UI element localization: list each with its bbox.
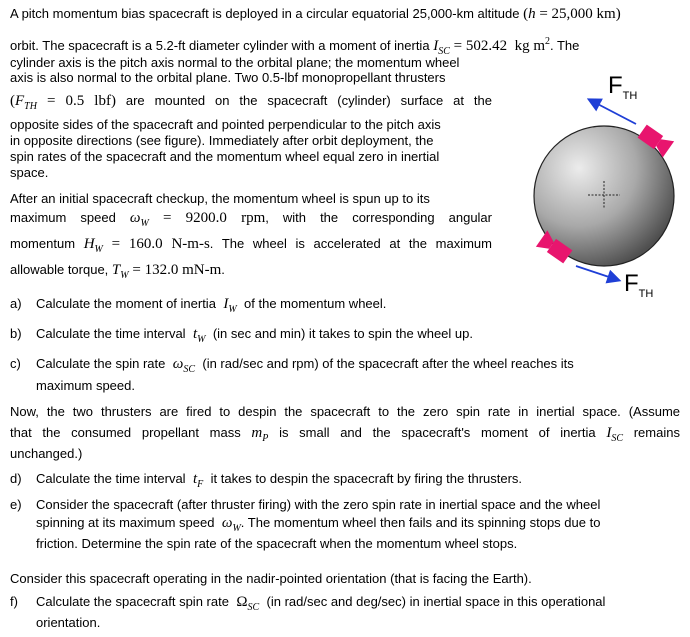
question-label: f) [10, 594, 18, 609]
thrust-arrow-bottom [576, 266, 618, 280]
para3-text: remains [633, 425, 680, 440]
propellant-symbol: $m_P$ [251, 425, 269, 444]
intro-text: orbit. The spacecraft is a 5.2-ft diameter cylinder with a moment of inertia [10, 38, 430, 53]
intro-line-8: spin rates of the spacecraft and the momentum wheel equal zero in inertial [10, 149, 440, 164]
para3-text: is small and the spacecraft's moment of inertia [279, 425, 596, 440]
intro-text: are mounted on the spacecraft (cylinder) surface at the [125, 93, 492, 108]
question-text: (in rad/sec and deg/sec) in inertial space in this operational [266, 594, 606, 609]
question-f-cont: orientation. [36, 615, 101, 630]
para2-text: . [221, 262, 225, 277]
para3-line-1: Now, the two thrusters are fired to despin the spacecraft to the zero spin rate in inertial space. (Assume [10, 404, 680, 419]
para3-line-2 [10, 425, 680, 447]
question-text: Calculate the spacecraft spin rate [36, 594, 229, 609]
question-text: Consider the spacecraft (after thruster firing) with the zero spin rate in inertial space and the wheel [36, 497, 601, 512]
wheel-speed-math: $\omega_W = 9200.0$ rpm [129, 210, 266, 229]
para3-text: that the consumed propellant mass [10, 425, 241, 440]
question-text: (in rad/sec and rpm) of the spacecraft after the wheel reaches its [202, 356, 574, 371]
question-c [10, 356, 574, 378]
question-text: Calculate the time interval [36, 471, 186, 486]
torque-math: $T_W = 132.0$ mN-m [111, 262, 222, 281]
question-c-cont: maximum speed. [36, 378, 135, 393]
intro-line-7: in opposite directions (see figure). Immediately after orbit deployment, the [10, 133, 434, 148]
thrust-label-bottom: $F_{TH}$ [624, 270, 654, 300]
inertial-spin-symbol: $\Omega_{SC}$ [232, 594, 260, 613]
intro-line-5 [10, 93, 492, 115]
spacecraft-figure [500, 74, 690, 304]
question-e [10, 497, 600, 513]
para2-line-4 [10, 262, 225, 284]
question-label: c) [10, 356, 21, 371]
question-d [10, 471, 522, 493]
intro-line-9: space. [10, 165, 49, 180]
question-b [10, 326, 473, 348]
question-text: Calculate the spin rate [36, 356, 166, 371]
thrust-math: ($F_{TH} = 0.5$ lbf) [10, 93, 116, 112]
question-text: of the momentum wheel. [244, 296, 387, 311]
thrust-label-top: $F_{TH}$ [608, 72, 638, 102]
question-label: d) [10, 471, 22, 486]
para3-line-3: unchanged.) [10, 446, 83, 461]
thrust-arrow-top [590, 100, 636, 124]
para4-line-1: Consider this spacecraft operating in the nadir-pointed orientation (that is facing the Earth). [10, 571, 532, 586]
despin-time-symbol: $t_F$ [192, 471, 204, 490]
intro-line-1 [10, 6, 621, 22]
spacecraft-diagram [500, 74, 690, 304]
wheel-inertia-symbol: $I_W$ [223, 296, 237, 315]
altitude-math: (h = 25,000 km) [523, 6, 621, 22]
para2-line-2 [10, 210, 492, 232]
inertia-math: $I_{SC} = 502.42$ kg $m^2$ [433, 36, 550, 57]
para2-text: momentum [10, 236, 76, 251]
question-label: e) [10, 497, 22, 512]
intro-line-4: axis is also normal to the orbital plane. Two 0.5-lbf monopropellant thrusters [10, 70, 446, 85]
intro-line-3: cylinder axis is the pitch axis normal to the orbital plane; the momentum wheel [10, 55, 460, 70]
spin-rate-symbol: $\omega_{SC}$ [172, 356, 195, 375]
spinup-time-symbol: $t_W$ [192, 326, 206, 345]
question-a [10, 296, 386, 318]
question-label: a) [10, 296, 22, 311]
para2-line-1: After an initial spacecraft checkup, the momentum wheel is spun up to its [10, 191, 430, 206]
para2-text: allowable torque, [10, 262, 109, 277]
para2-text: maximum speed [10, 210, 116, 225]
question-text: Calculate the time interval [36, 326, 186, 341]
intro-text: . The [550, 38, 580, 53]
question-text: (in sec and min) it takes to spin the wheel up. [212, 326, 473, 341]
para2-text: . The wheel is accelerated at the maximum [209, 236, 492, 251]
intro-text: A pitch momentum bias spacecraft is deployed in a circular equatorial 25,000-km altitude [10, 6, 520, 21]
question-text: . The momentum wheel then fails and its spinning stops due to [240, 515, 601, 530]
question-e-cont-1 [36, 515, 600, 537]
intro-line-6: opposite sides of the spacecraft and pointed perpendicular to the pitch axis [10, 117, 441, 132]
wheel-momentum-math: $H_W = 160.0$ N-m-s [83, 236, 210, 255]
para2-line-3 [10, 236, 492, 258]
wheel-speed-symbol: $\omega_W$ [221, 515, 241, 534]
question-text: Calculate the moment of inertia [36, 296, 216, 311]
question-label: b) [10, 326, 22, 341]
question-text: spinning at its maximum speed [36, 515, 215, 530]
question-f [10, 594, 605, 616]
question-text: it takes to despin the spacecraft by firing the thrusters. [210, 471, 523, 486]
para2-text: , with the corresponding angular [265, 210, 492, 225]
question-e-cont-2: friction. Determine the spin rate of the spacecraft when the momentum wheel stops. [36, 536, 518, 551]
inertia-symbol: $I_{SC}$ [606, 425, 623, 444]
